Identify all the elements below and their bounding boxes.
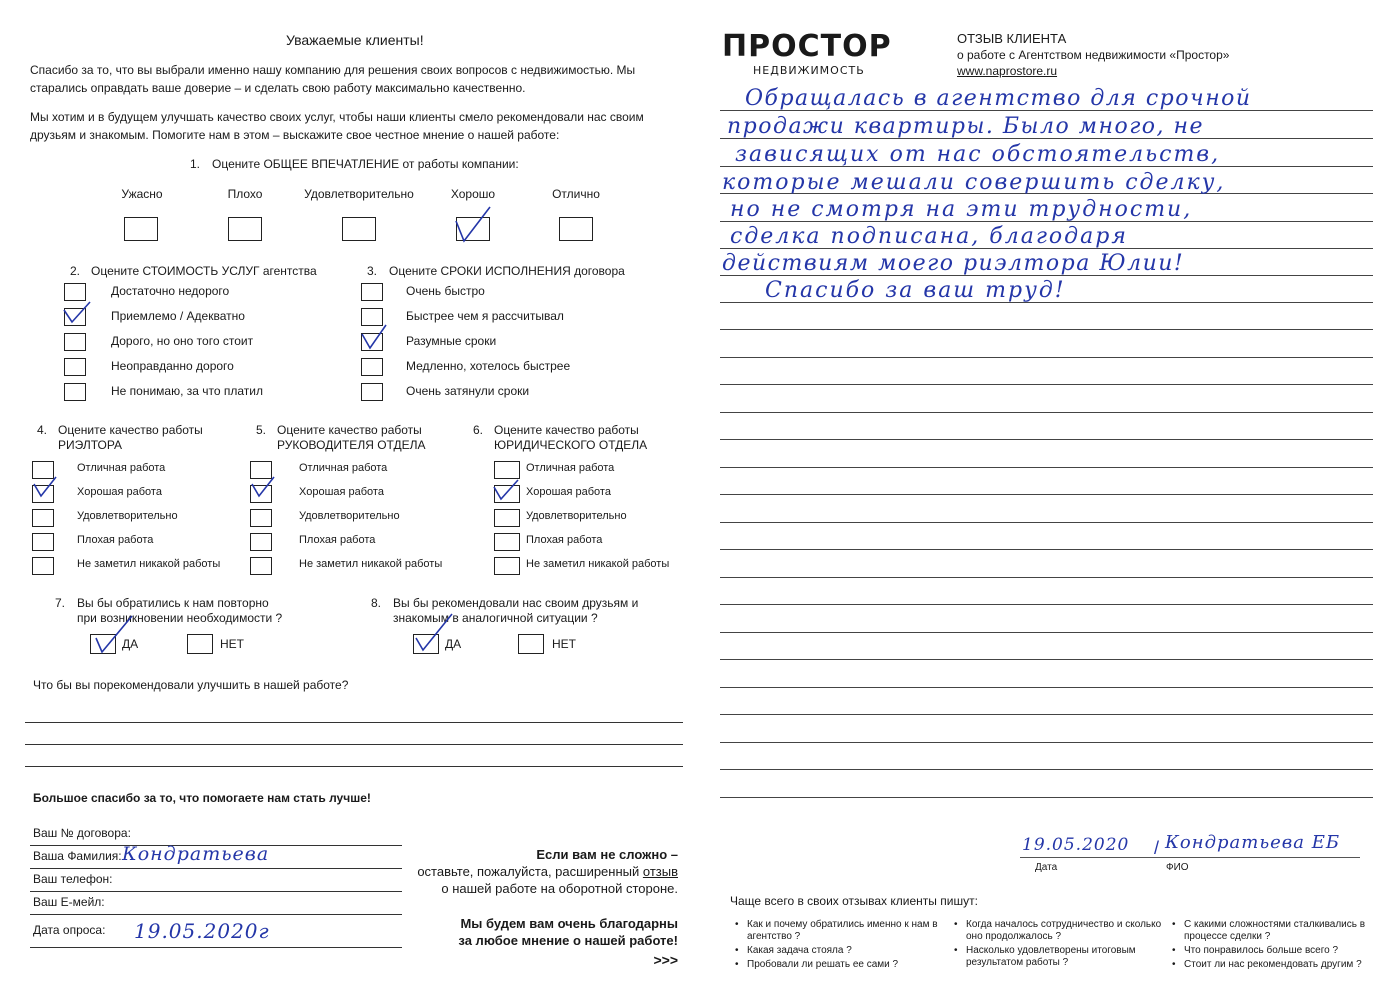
handwritten-line: зависящих от нас обстоятельств,: [735, 142, 1221, 167]
q4-number: 4.: [37, 423, 48, 437]
hints-title: Чаще всего в своих отзывах клиенты пишут:: [730, 894, 978, 908]
hint-item: • Пробовали ли решать ее сами ?: [735, 959, 899, 970]
bullet-icon: •: [954, 919, 958, 930]
q6-option-label: Плохая работа: [526, 534, 603, 546]
ruled-line[interactable]: [720, 439, 1373, 440]
survey-date-label: Дата опроса:: [33, 923, 106, 937]
ruled-line[interactable]: [720, 632, 1373, 633]
bullet-icon: •: [735, 959, 739, 970]
review-subtitle: о работе с Агентством недвижимости «Простор»: [957, 48, 1230, 62]
handwritten-line: Спасибо за ваш труд!: [765, 278, 1066, 303]
q4-title-1: Оцените качество работы: [58, 423, 203, 437]
hints-column-3: [1172, 919, 1372, 971]
q6-option-label: Удовлетворительно: [526, 510, 627, 522]
checkmark-icon: [358, 322, 390, 352]
review-title: ОТЗЫВ КЛИЕНТА: [957, 31, 1067, 46]
handwritten-line: сделка подписана, благодаря: [730, 224, 1128, 249]
greeting-heading: Уважаемые клиенты!: [286, 32, 424, 48]
improve-question: Что бы вы порекомендовали улучшить в нашей работе?: [33, 678, 349, 692]
q4-title-2: РИЭЛТОРА: [58, 438, 123, 452]
company-logo: [722, 29, 902, 82]
handwritten-line: но не смотря на эти трудности,: [730, 197, 1193, 222]
q3-checkbox[interactable]: [361, 358, 383, 376]
survey-date-value: 19.05.2020г: [134, 919, 270, 943]
q6-option-label: Хорошая работа: [526, 486, 611, 498]
side-note-line-3: о нашей работе на оборотной стороне.: [441, 881, 678, 896]
ruled-line[interactable]: [720, 687, 1373, 688]
q6-option-label: Отличная работа: [526, 462, 615, 474]
q5-option-label: Не заметил никакой работы: [299, 558, 443, 570]
hints-column-1: [735, 919, 945, 971]
q7-no-checkbox[interactable]: [187, 634, 213, 654]
site-link[interactable]: www.naprostore.ru: [957, 64, 1058, 78]
q6-title-1: Оцените качество работы: [494, 423, 639, 437]
side-note-line-2: [400, 864, 678, 879]
q3-option-label: Медленно, хотелось быстрее: [406, 359, 571, 373]
signature-line[interactable]: [1020, 857, 1360, 858]
phone-field[interactable]: [30, 891, 402, 892]
q8-number: 8.: [371, 596, 382, 610]
checkmark-icon: [248, 474, 278, 500]
q5-title-2: РУКОВОДИТЕЛЯ ОТДЕЛА: [277, 438, 426, 452]
q1-option-label: Плохо: [227, 187, 263, 201]
q3-number: 3.: [367, 264, 378, 278]
logo-main: ПРОСТОР: [722, 29, 892, 64]
ruled-line[interactable]: [720, 357, 1373, 358]
q1-option-label: Ужасно: [121, 187, 163, 201]
arrows-next[interactable]: >>>: [653, 952, 678, 968]
q8-no-checkbox[interactable]: [518, 634, 544, 654]
q4-checkbox[interactable]: [32, 533, 54, 551]
q1-number: 1.: [190, 157, 201, 171]
checkmark-icon: [92, 612, 138, 656]
q1-checkbox-excellent[interactable]: [559, 217, 593, 241]
surname-label: Ваша Фамилия:: [33, 849, 122, 863]
q6-checkbox[interactable]: [494, 557, 520, 575]
ruled-line[interactable]: [720, 412, 1373, 413]
q2-checkbox[interactable]: [64, 358, 86, 376]
surname-field[interactable]: [30, 868, 402, 869]
ruled-line[interactable]: [720, 714, 1373, 715]
q4-option-label: Не заметил никакой работы: [77, 558, 221, 570]
q3-checkbox[interactable]: [361, 283, 383, 301]
hint-item: • Когда началось сотрудничество и сколько оно продолжалось ?: [954, 919, 1162, 942]
ruled-line[interactable]: [720, 659, 1373, 660]
q5-option-label: Удовлетворительно: [299, 510, 400, 522]
handwritten-line: которые мешали совершить сделку,: [722, 170, 1226, 195]
q7-title-1: Вы бы обратились к нам повторно: [77, 596, 269, 610]
bullet-icon: •: [735, 945, 739, 956]
q1-checkbox-satisfactory[interactable]: [342, 217, 376, 241]
q4-option-label: Хорошая работа: [77, 486, 162, 498]
q5-option-label: Плохая работа: [299, 534, 376, 546]
q3-option-label: Разумные сроки: [406, 334, 497, 348]
bullet-icon: •: [1172, 945, 1176, 956]
hint-item: • Насколько удовлетворены итоговым результатом работы ?: [954, 945, 1136, 968]
q1-checkbox-awful[interactable]: [124, 217, 158, 241]
answer-line[interactable]: [25, 766, 683, 767]
q4-option-label: Удовлетворительно: [77, 510, 178, 522]
bullet-icon: •: [1172, 959, 1176, 970]
handwritten-line: действиям моего риэлтора Юлии!: [722, 251, 1185, 276]
side-note-line-1: Если вам не сложно –: [536, 847, 678, 862]
q4-option-label: Отличная работа: [77, 462, 166, 474]
hint-item: • С какими сложностями сталкивались в процессе сделки ?: [1172, 919, 1366, 942]
q3-checkbox[interactable]: [361, 383, 383, 401]
ruled-line[interactable]: [720, 604, 1373, 605]
checkmark-icon: [30, 474, 60, 500]
q8-no-label: НЕТ: [552, 637, 576, 651]
q7-number: 7.: [55, 596, 66, 610]
surname-value: Кондратьева: [122, 843, 270, 865]
q2-title: Оцените СТОИМОСТЬ УСЛУГ агентства: [91, 264, 317, 278]
checkmark-icon: [450, 203, 496, 245]
contract-label: Ваш № договора:: [33, 826, 131, 840]
hint-item: • Какая задача стояла ?: [735, 945, 852, 956]
q7-no-label: НЕТ: [220, 637, 244, 651]
q6-number: 6.: [473, 423, 484, 437]
q3-option-label: Очень затянули сроки: [406, 384, 530, 398]
q5-option-label: Хорошая работа: [299, 486, 384, 498]
q6-checkbox[interactable]: [494, 509, 520, 527]
ruled-line[interactable]: [720, 522, 1373, 523]
q3-option-label: Быстрее чем я рассчитывал: [406, 309, 564, 323]
hint-item: • Как и почему обратились именно к нам в агентство ?: [735, 919, 938, 942]
name-caption: ФИО: [1166, 862, 1189, 873]
signature-date: 19.05.2020: [1022, 835, 1130, 855]
q5-checkbox[interactable]: [250, 509, 272, 527]
hints-column-2: [954, 919, 1164, 969]
q2-option-label: Достаточно недорого: [111, 284, 230, 298]
ruled-line[interactable]: [720, 577, 1373, 578]
side-note-thanks-2: за любое мнение о нашей работе!: [458, 933, 678, 948]
q6-option-label: Не заметил никакой работы: [526, 558, 670, 570]
q2-option-label: Приемлемо / Адекватно: [111, 309, 245, 323]
signature-divider: /: [1154, 838, 1160, 858]
ruled-line[interactable]: [720, 384, 1373, 385]
phone-label: Ваш телефон:: [33, 872, 113, 886]
answer-line[interactable]: [25, 722, 683, 723]
ruled-line[interactable]: [720, 549, 1373, 550]
ruled-line[interactable]: [720, 467, 1373, 468]
ruled-line[interactable]: [720, 329, 1373, 330]
q5-option-label: Отличная работа: [299, 462, 388, 474]
q2-option-label: Дорого, но оно того стоит: [111, 334, 254, 348]
checkmark-icon: [412, 610, 458, 654]
review-link[interactable]: отзыв: [642, 864, 678, 879]
q2-number: 2.: [70, 264, 81, 278]
intro-paragraph-1: Спасибо за то, что вы выбрали именно нашу компанию для решения своих вопросов с недвижимостью. Мы старались оправдать ваше доверие – и сделать свою работу максимально качественно.: [30, 63, 636, 95]
answer-line[interactable]: [25, 744, 683, 745]
q4-option-label: Плохая работа: [77, 534, 154, 546]
checkmark-icon: [490, 477, 522, 503]
bullet-icon: •: [954, 945, 958, 956]
q3-title: Оцените СРОКИ ИСПОЛНЕНИЯ договора: [389, 264, 625, 278]
q1-option-label: Хорошо: [450, 187, 496, 201]
q2-checkbox[interactable]: [64, 383, 86, 401]
email-field[interactable]: [30, 914, 402, 915]
date-field[interactable]: [30, 947, 402, 948]
bullet-icon: •: [1172, 919, 1176, 930]
signature-name: Кондратьева ЕБ: [1165, 832, 1341, 853]
ruled-line[interactable]: [720, 769, 1373, 770]
side-note-line-2-text: оставьте, пожалуйста, расширенный: [417, 864, 640, 879]
q2-checkbox[interactable]: [64, 333, 86, 351]
q2-option-label: Не понимаю, за что платил: [111, 384, 264, 398]
q8-yes-label: ДА: [445, 637, 462, 651]
q3-option-label: Очень быстро: [406, 284, 485, 298]
bullet-icon: •: [735, 919, 739, 930]
q5-title-1: Оцените качество работы: [277, 423, 422, 437]
q5-number: 5.: [256, 423, 267, 437]
checkmark-icon: [60, 298, 94, 326]
q5-checkbox[interactable]: [250, 557, 272, 575]
email-label: Ваш Е-мейл:: [33, 895, 105, 909]
side-note-thanks-1: Мы будем вам очень благодарны: [460, 916, 678, 931]
q4-checkbox[interactable]: [32, 557, 54, 575]
intro-paragraph-2: Мы хотим и в будущем улучшать качество своих услуг, чтобы наши клиенты смело рекомендовали нас своим друзьям и знакомым. Помогите нам в этом – выскажите свое честное мнение о нашей работе:: [30, 110, 644, 142]
q2-option-label: Неоправданно дорого: [111, 359, 234, 373]
handwritten-line: продажи квартиры. Было много, не: [727, 114, 1205, 139]
thanks-message: Большое спасибо за то, что помогаете нам стать лучше!: [33, 791, 371, 805]
date-caption: Дата: [1035, 862, 1058, 873]
q6-title-2: ЮРИДИЧЕСКОГО ОТДЕЛА: [494, 438, 648, 452]
logo-sub: НЕДВИЖИМОСТЬ: [753, 64, 865, 77]
q5-checkbox[interactable]: [250, 533, 272, 551]
hint-item: • Стоит ли нас рекомендовать другим ?: [1172, 959, 1362, 970]
q1-checkbox-bad[interactable]: [228, 217, 262, 241]
q7-yes-label: ДА: [122, 637, 139, 651]
ruled-line[interactable]: [720, 797, 1373, 798]
q7-title-2: при возникновении необходимости ?: [77, 611, 283, 625]
q4-checkbox[interactable]: [32, 509, 54, 527]
q8-title-1: Вы бы рекомендовали нас своим друзьям и: [393, 596, 639, 610]
q1-option-label: Удовлетворительно: [304, 187, 414, 201]
hint-item: • Что понравилось больше всего ?: [1172, 945, 1339, 956]
q1-title: Оцените ОБЩЕЕ ВПЕЧАТЛЕНИЕ от работы компании:: [212, 157, 519, 171]
handwritten-line: Обращалась в агентство для срочной: [745, 86, 1252, 111]
q6-checkbox[interactable]: [494, 533, 520, 551]
q1-option-label: Отлично: [552, 187, 600, 201]
ruled-line[interactable]: [720, 494, 1373, 495]
q8-title-2: знакомым в аналогичной ситуации ?: [393, 611, 598, 625]
ruled-line[interactable]: [720, 742, 1373, 743]
